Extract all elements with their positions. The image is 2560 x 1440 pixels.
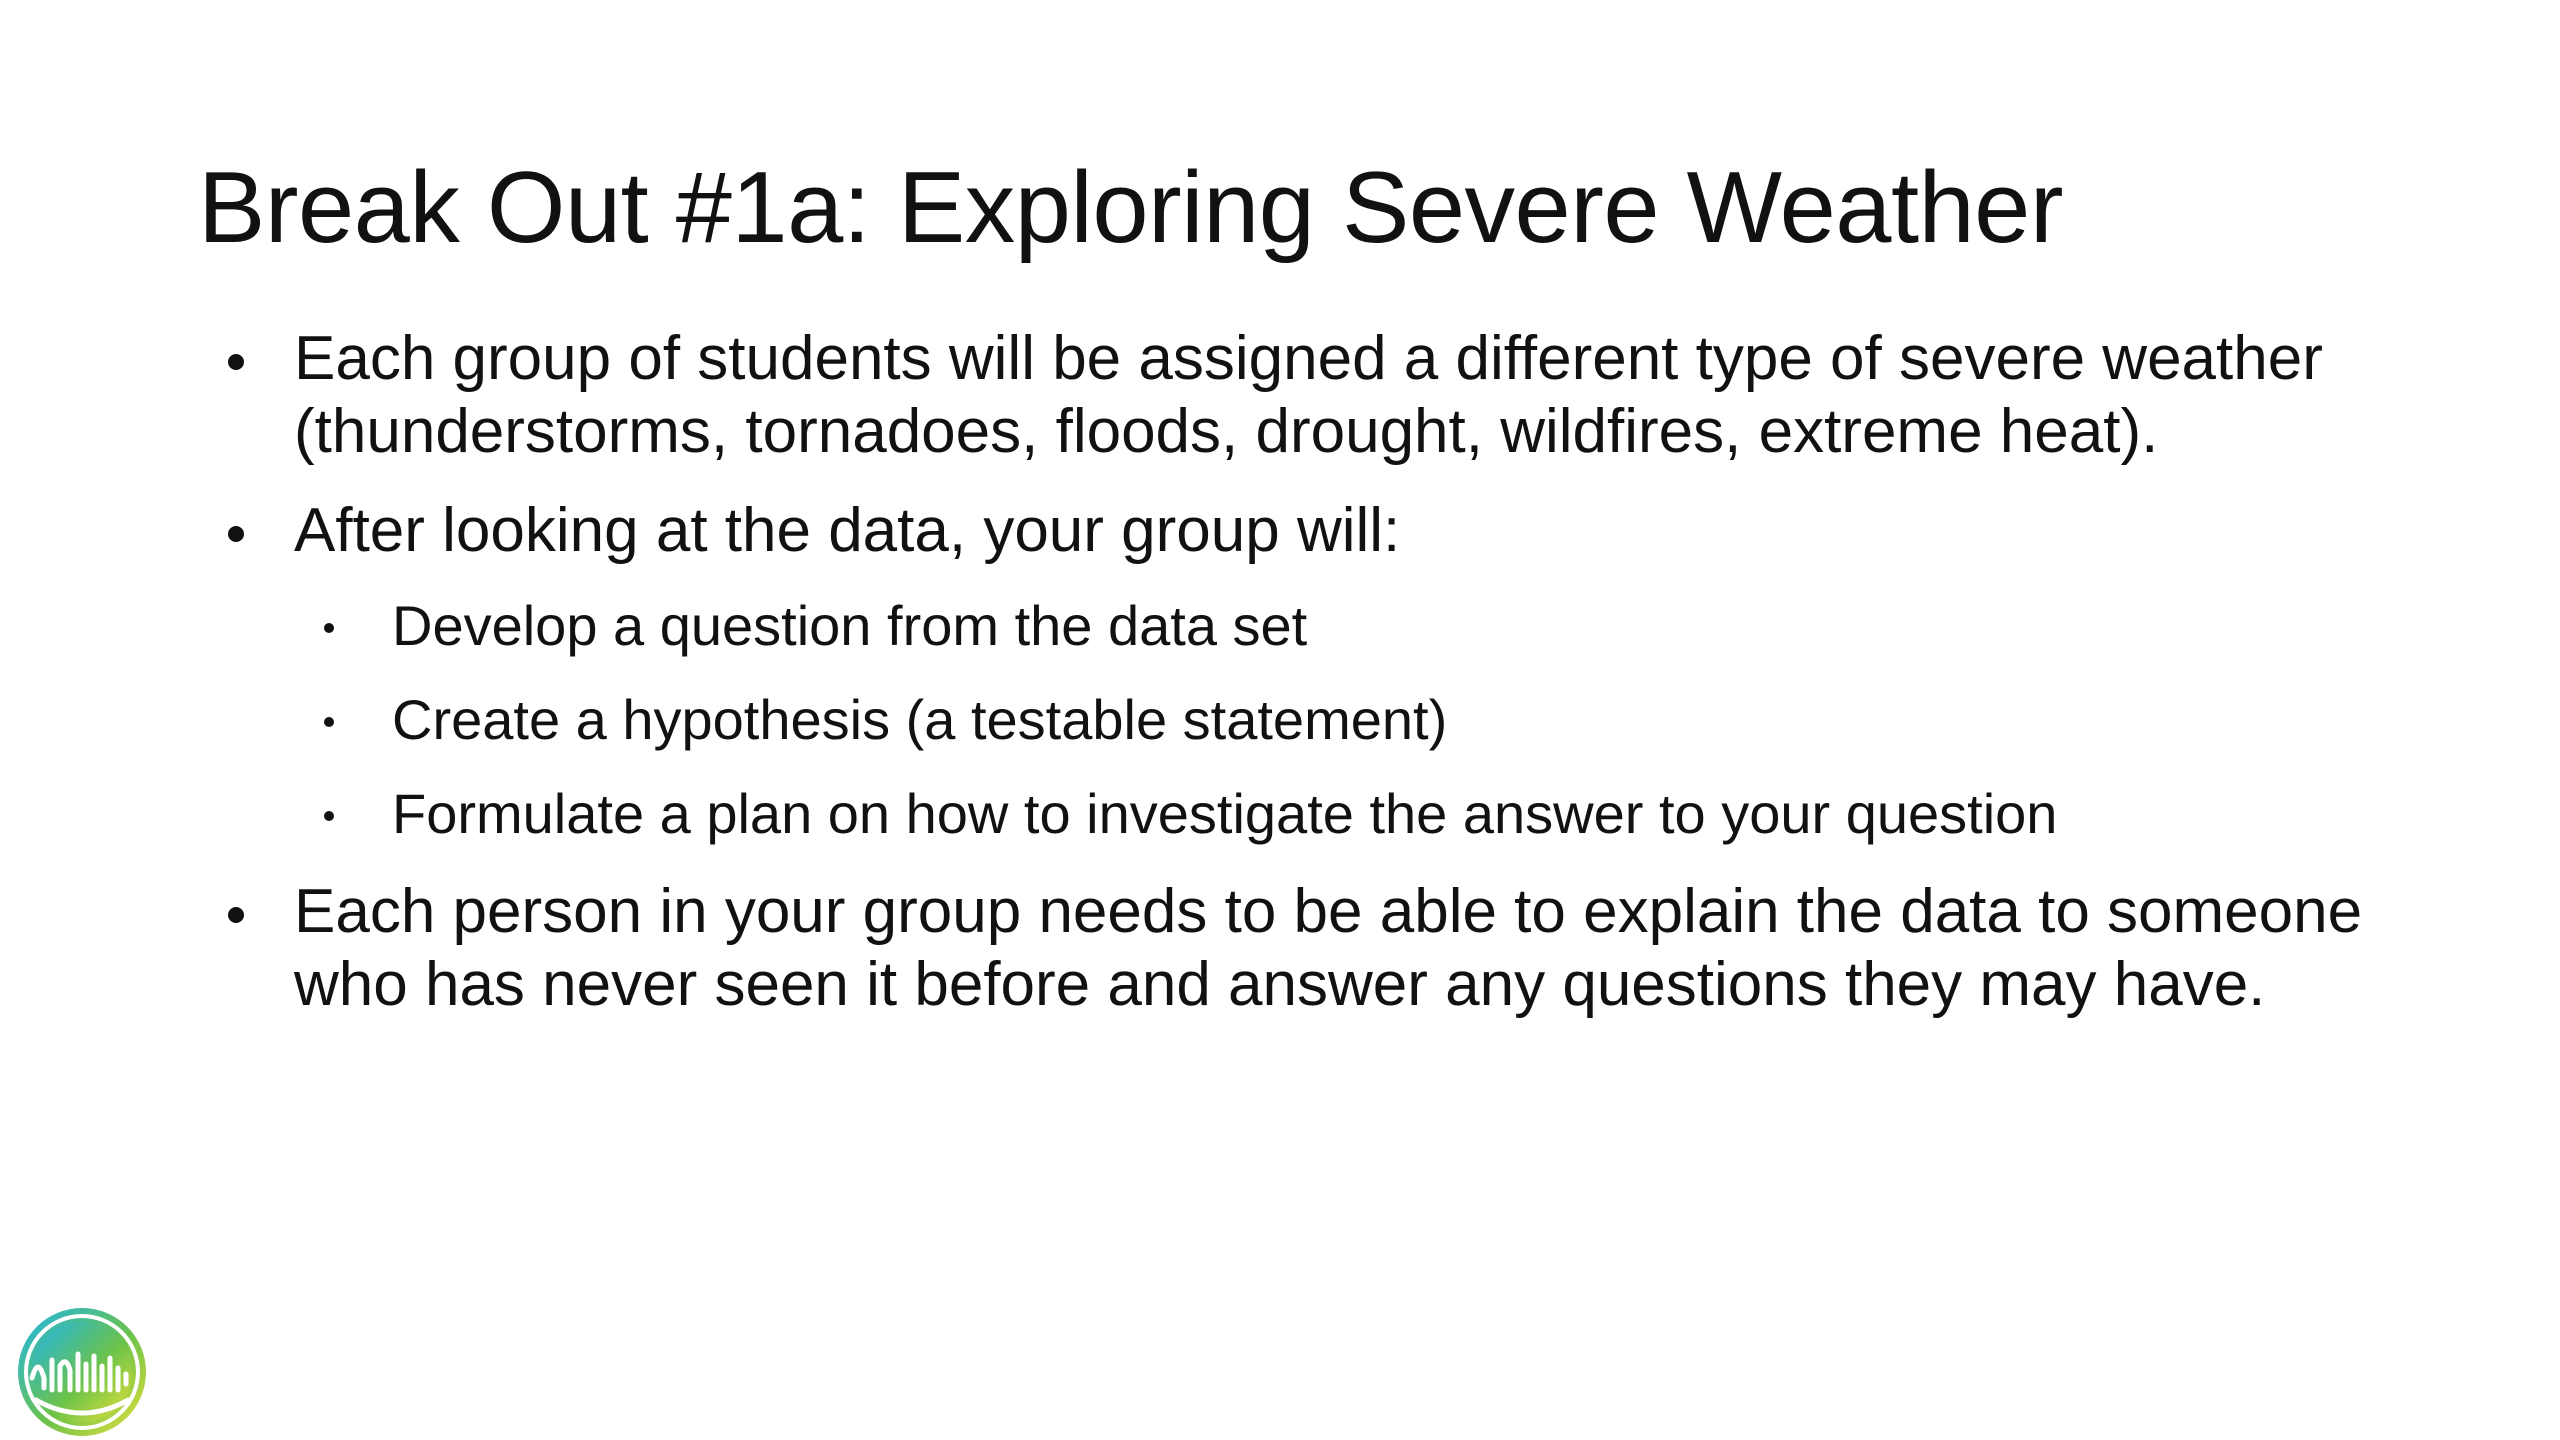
slide-title: Break Out #1a: Exploring Severe Weather (198, 152, 2063, 264)
bullet-item (218, 322, 2418, 468)
sub-bullet-list (218, 593, 2418, 847)
sub-bullet-text: Develop a question from the data set (392, 594, 1308, 657)
sub-bullet-dot-icon (324, 811, 334, 821)
bullet-text: Each person in your group needs to be able to explain the data to someone who has never seen it before and answer any questions they may have. (294, 877, 2363, 1019)
sub-bullet-text: Create a hypothesis (a testable statement) (392, 688, 1448, 751)
bullet-item (218, 494, 2418, 567)
sub-bullet-dot-icon (324, 623, 334, 633)
sub-bullet-item (218, 781, 2418, 847)
bullet-dot-icon (228, 526, 244, 542)
bullet-dot-icon (228, 354, 244, 370)
sub-bullet-item (218, 593, 2418, 659)
bullet-item (218, 875, 2418, 1021)
bullet-dot-icon (228, 907, 244, 923)
bullet-text: After looking at the data, your group will: (294, 496, 1401, 565)
slide-content (218, 322, 2418, 1047)
sub-bullet-dot-icon (324, 717, 334, 727)
sub-bullet-text: Formulate a plan on how to investigate the answer to your question (392, 782, 2058, 845)
waveform-logo-icon (14, 1304, 150, 1440)
bullet-text: Each group of students will be assigned a different type of severe weather (thunderstorms, tornadoes, floods, drought, wildfires, extreme heat). (294, 324, 2323, 466)
sub-bullet-item (218, 687, 2418, 753)
